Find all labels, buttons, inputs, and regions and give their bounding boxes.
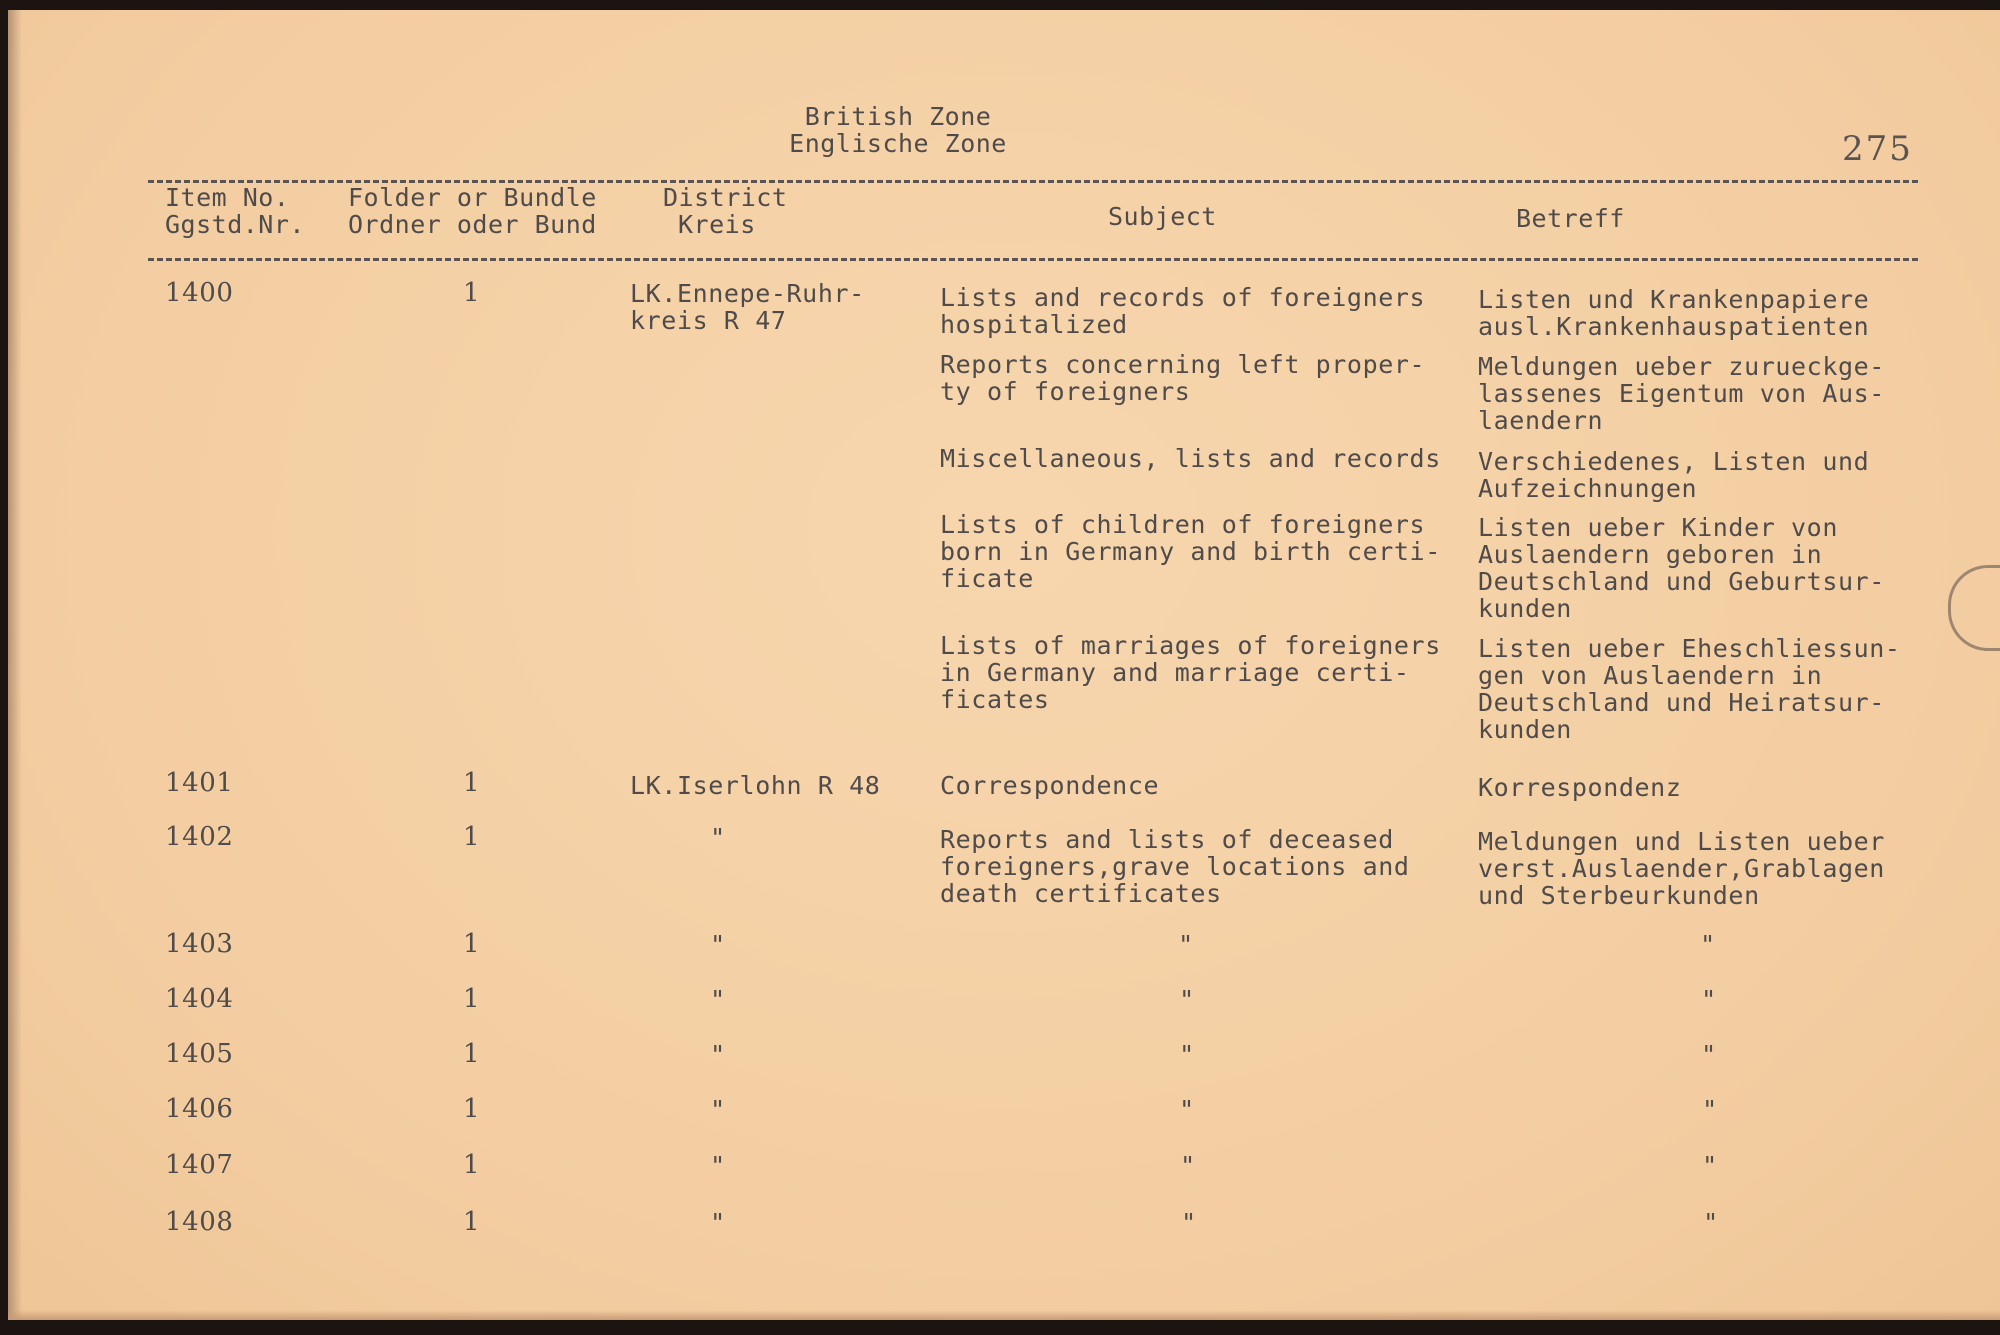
subject-ditto-mark: " xyxy=(1179,1095,1195,1124)
item-number: 1403 xyxy=(165,929,234,959)
page-number: 275 xyxy=(1842,129,1913,169)
column-header-district-en: District xyxy=(663,183,788,212)
subject-ditto-mark: " xyxy=(1178,930,1194,959)
column-header-item-en: Item No. xyxy=(165,183,290,212)
folder-count: 1 xyxy=(463,1207,481,1237)
subject: Miscellaneous, lists and records xyxy=(940,444,1441,473)
folder-count: 1 xyxy=(463,984,481,1014)
header-bottom-rule xyxy=(148,258,1918,261)
subject: Lists of children of foreigners born in Germany and birth certi- ficate xyxy=(940,510,1441,593)
subject: Correspondence xyxy=(940,771,1160,800)
folder-count: 1 xyxy=(463,1094,481,1124)
betreff-ditto-mark: " xyxy=(1702,1151,1718,1180)
column-header-district-de: Kreis xyxy=(678,210,756,239)
folder-count: 1 xyxy=(463,768,481,798)
column-header-folder-en: Folder or Bundle xyxy=(348,183,597,212)
document-page xyxy=(8,10,2000,1320)
district-ditto-mark: " xyxy=(710,1208,726,1237)
district-ditto-mark: " xyxy=(710,930,726,959)
district-ditto-mark: " xyxy=(710,823,726,852)
betreff: Meldungen und Listen ueber verst.Auslaender,Grablagen und Sterbeurkunden xyxy=(1478,827,1885,910)
item-number: 1404 xyxy=(165,984,234,1014)
column-header-betreff: Betreff xyxy=(1516,204,1625,233)
column-header-folder-de: Ordner oder Bund xyxy=(348,210,597,239)
betreff-ditto-mark: " xyxy=(1703,1208,1719,1237)
district: LK.Iserlohn R 48 xyxy=(630,771,881,800)
zone-title-english: British Zone xyxy=(804,102,992,131)
item-number: 1402 xyxy=(165,822,234,852)
betreff-ditto-mark: " xyxy=(1701,1040,1717,1069)
subject-ditto-mark: " xyxy=(1179,1040,1195,1069)
betreff: Meldungen ueber zurueckge- lassenes Eigentum von Aus- laendern xyxy=(1478,352,1885,435)
subject: Reports and lists of deceased foreigners,grave locations and death certificates xyxy=(940,825,1410,908)
district-ditto-mark: " xyxy=(710,985,726,1014)
betreff-ditto-mark: " xyxy=(1702,1095,1718,1124)
betreff: Listen ueber Kinder von Auslaendern geboren in Deutschland und Geburtsur- kunden xyxy=(1478,513,1885,623)
folder-count: 1 xyxy=(463,929,481,959)
folder-count: 1 xyxy=(463,278,481,308)
betreff: Listen ueber Eheschliessun- gen von Auslaendern in Deutschland und Heiratsur- kunden xyxy=(1478,634,1901,744)
folder-count: 1 xyxy=(463,1039,481,1069)
item-number: 1407 xyxy=(165,1150,234,1180)
column-header-item-de: Ggstd.Nr. xyxy=(165,210,305,239)
district-ditto-mark: " xyxy=(710,1040,726,1069)
item-number: 1408 xyxy=(165,1207,234,1237)
zone-title-german: Englische Zone xyxy=(789,129,1007,158)
item-number: 1400 xyxy=(165,278,234,308)
district: LK.Ennepe-Ruhr- kreis R 47 xyxy=(630,279,865,335)
item-number: 1401 xyxy=(165,768,234,798)
betreff: Verschiedenes, Listen und Aufzeichnungen xyxy=(1478,447,1870,503)
subject: Lists and records of foreigners hospitalized xyxy=(940,283,1426,339)
subject-ditto-mark: " xyxy=(1181,1208,1197,1237)
column-header-subject: Subject xyxy=(1108,202,1217,231)
page-bottom-edge xyxy=(8,1310,2000,1320)
item-number: 1405 xyxy=(165,1039,234,1069)
thumb-clip-mark xyxy=(1948,565,2000,651)
page-binding-shadow xyxy=(8,10,22,1320)
folder-count: 1 xyxy=(463,822,481,852)
subject: Lists of marriages of foreigners in Germany and marriage certi- ficates xyxy=(940,631,1441,714)
district-ditto-mark: " xyxy=(710,1095,726,1124)
betreff-ditto-mark: " xyxy=(1700,930,1716,959)
item-number: 1406 xyxy=(165,1094,234,1124)
subject-ditto-mark: " xyxy=(1180,1151,1196,1180)
betreff: Korrespondenz xyxy=(1478,773,1682,802)
betreff: Listen und Krankenpapiere ausl.Krankenhauspatienten xyxy=(1478,285,1870,341)
district-ditto-mark: " xyxy=(710,1151,726,1180)
subject-ditto-mark: " xyxy=(1179,985,1195,1014)
betreff-ditto-mark: " xyxy=(1701,985,1717,1014)
folder-count: 1 xyxy=(463,1150,481,1180)
subject: Reports concerning left proper- ty of foreigners xyxy=(940,350,1426,406)
